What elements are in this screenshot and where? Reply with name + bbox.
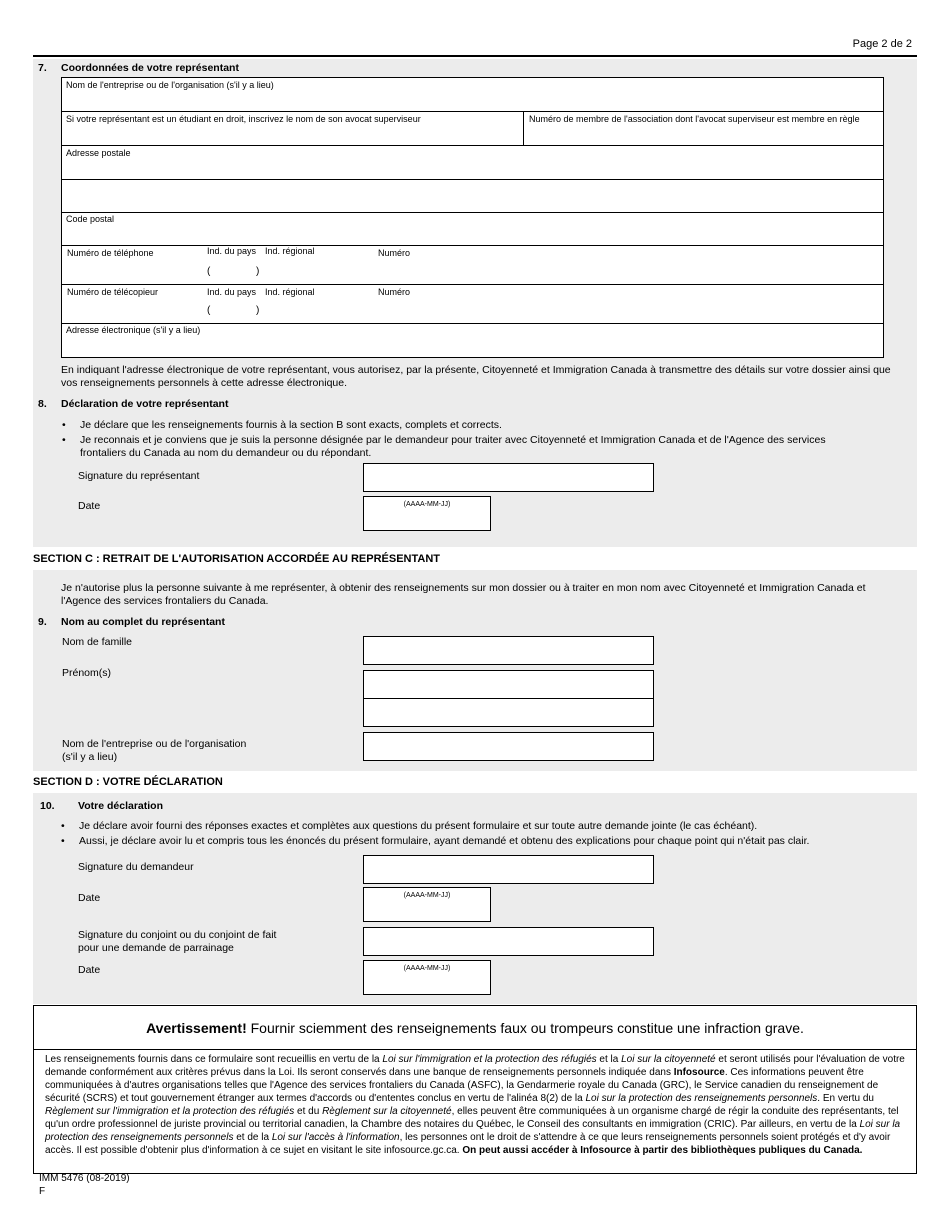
privacy-i4: Règlement sur l'immigration et la protection des réfugiés — [45, 1106, 295, 1117]
privacy-b1: Infosource — [673, 1067, 725, 1078]
privacy-p3: et seront utilisés pour l'évaluation de votre demande conformément aux critères prévus dans la Loi. Ils seront conservés dans une banque de renseignements personnels indiquée dans — [45, 1054, 905, 1078]
email-label: Adresse électronique (s'il y a lieu) — [66, 325, 201, 335]
section-d-title: SECTION D : VOTRE DÉCLARATION — [33, 776, 223, 788]
given-names-input-2[interactable] — [363, 698, 654, 727]
privacy-notice — [45, 1053, 909, 1157]
q8-bullet-1: • Je déclare que les renseignements fournis à la section B sont exacts, complets et corrects. — [80, 419, 880, 432]
fax-area-code-label: Ind. régional — [265, 287, 315, 297]
privacy-b2: On peut aussi accéder à Infosource à partir des bibliothèques publiques du Canada. — [462, 1145, 863, 1156]
phone-field[interactable] — [62, 246, 883, 285]
warning-text: Fournir sciemment des renseignements faux ou trompeurs constitue une infraction grave. — [246, 1020, 804, 1036]
phone-number-label: Numéro — [378, 248, 411, 258]
spouse-date-input[interactable] — [363, 960, 491, 995]
privacy-p9: , les personnes ont le droit de s'attendre à ce que leurs renseignements personnels soient protégés et d'y avoir accès. Il est possible d'obtenir plus d'information à ce sujet en visitant le site infosource.gc.ca. — [45, 1132, 891, 1156]
rep-signature-label: Signature du représentant — [78, 470, 200, 482]
phone-paren-open: ( — [207, 266, 211, 277]
privacy-p1: Les renseignements fournis dans ce formulaire sont recueillis en vertu de la — [45, 1054, 383, 1065]
privacy-p5: . En vertu du — [817, 1093, 874, 1104]
privacy-i2: Loi sur la citoyenneté — [621, 1054, 716, 1065]
spouse-date-label: Date — [78, 964, 101, 976]
fax-field[interactable] — [62, 285, 883, 324]
q7-form-grid — [61, 77, 884, 358]
section-c-title: SECTION C : RETRAIT DE L'AUTORISATION ACCORDÉE AU REPRÉSENTANT — [33, 553, 440, 565]
spouse-signature-input[interactable] — [363, 927, 654, 956]
postal-code-label: Code postal — [66, 214, 115, 224]
page-number: Page 2 de 2 — [852, 38, 912, 50]
fax-label: Numéro de télécopieur — [67, 287, 159, 297]
q7-number: 7. — [38, 62, 47, 74]
section-c-intro: Je n'autorise plus la personne suivante à me représenter, à obtenir des renseignements sur mon dossier ou à traiter en mon nom avec Citoyenneté et Immigration Canada et l'Agence des services frontaliers du Canada. — [61, 582, 866, 607]
applicant-date-hint: (AAAA-MM-JJ) — [403, 892, 451, 899]
privacy-p8: et de la — [233, 1132, 272, 1143]
given-names-input[interactable] — [363, 670, 654, 699]
postal-code-field[interactable] — [62, 213, 883, 246]
q10-title: Votre déclaration — [78, 800, 163, 812]
spouse-date-hint: (AAAA-MM-JJ) — [403, 965, 451, 972]
privacy-p6: et du — [294, 1106, 323, 1117]
address-line-2-field[interactable] — [62, 180, 883, 213]
family-name-input[interactable] — [363, 636, 654, 665]
privacy-p7: , elles peuvent être communiquées à un organisme chargé de régir la conduite des représentants, tel qu'un ordre professionnel de juriste provincial ou territorial canadien, la Chambre des notaires du Québec, le Conseil des consultants en immigration (CRIC). Par ailleurs, en vertu de la — [45, 1106, 899, 1130]
form-language: F — [39, 1186, 46, 1197]
warning-box — [33, 1005, 917, 1174]
rep-company-label-1: Nom de l'entreprise ou de l'organisation — [62, 738, 247, 750]
phone-area-code-label: Ind. régional — [265, 246, 315, 256]
warning-bold: Avertissement! — [146, 1020, 247, 1036]
q8-number: 8. — [38, 398, 47, 410]
fax-paren-open: ( — [207, 305, 211, 316]
member-number-label: Numéro de membre de l'association dont l'avocat superviseur est membre en règle — [529, 114, 860, 124]
rep-signature-input[interactable] — [363, 463, 654, 492]
privacy-i1: Loi sur l'immigration et la protection des réfugiés — [382, 1054, 597, 1065]
fax-paren-close: ) — [256, 305, 260, 316]
privacy-i6: Loi sur la protection des renseignements personnels — [45, 1119, 901, 1143]
applicant-signature-input[interactable] — [363, 855, 654, 884]
privacy-i3: Loi sur la protection des renseignements personnels — [585, 1093, 818, 1104]
q7-title: Coordonnées de votre représentant — [61, 62, 239, 74]
applicant-signature-label: Signature du demandeur — [78, 861, 194, 873]
rep-date-input[interactable] — [363, 496, 491, 531]
spouse-signature-label-1: Signature du conjoint ou du conjoint de fait — [78, 929, 277, 941]
fax-country-code-label: Ind. du pays — [207, 287, 257, 297]
email-field[interactable] — [62, 324, 883, 357]
fax-number-label: Numéro — [378, 287, 411, 297]
applicant-date-label: Date — [78, 892, 101, 904]
company-field[interactable] — [62, 78, 883, 112]
q10-bullet-2: • Aussi, je déclare avoir lu et compris tous les énoncés du présent formulaire, ayant demandé et obtenu des explications pour chaque point qui n'était pas clair. — [79, 835, 899, 848]
email-consent-note: En indiquant l'adresse électronique de votre représentant, vous autorisez, par la présente, Citoyenneté et Immigration Canada à transmettre des détails sur votre dossier ainsi que vos renseignements personnels à cette adresse électronique. — [61, 364, 891, 389]
privacy-p2: et la — [596, 1054, 622, 1065]
address-field[interactable] — [62, 146, 883, 180]
q9-title: Nom au complet du représentant — [61, 616, 225, 628]
member-number-field[interactable] — [524, 112, 883, 146]
supervisor-name-field[interactable] — [62, 112, 524, 146]
family-name-label: Nom de famille — [62, 636, 133, 648]
phone-paren-close: ) — [256, 266, 260, 277]
rep-company-label-2: (s'il y a lieu) — [62, 751, 118, 763]
warning-banner — [34, 1006, 916, 1050]
privacy-i5: Règlement sur la citoyenneté — [322, 1106, 452, 1117]
privacy-i7: Loi sur l'accès à l'information — [271, 1132, 400, 1143]
q10-bullet-1: • Je déclare avoir fourni des réponses exactes et complètes aux questions du présent formulaire et sur toute autre demande jointe (le cas échéant). — [79, 820, 899, 833]
company-label: Nom de l'entreprise ou de l'organisation (s'il y a lieu) — [66, 80, 274, 90]
phone-country-code-label: Ind. du pays — [207, 246, 257, 256]
address-label: Adresse postale — [66, 148, 131, 158]
q8-bullet-2: • Je reconnais et je conviens que je suis la personne désignée par le demandeur pour traiter avec Citoyenneté et Immigration Canada et de l'Agence des services frontaliers du Canada au nom du demandeur ou du répondant. — [80, 434, 870, 460]
given-names-label: Prénom(s) — [62, 667, 112, 679]
q10-number: 10. — [40, 800, 55, 812]
rep-company-input[interactable] — [363, 732, 654, 761]
header-rule — [33, 55, 917, 57]
supervisor-name-label: Si votre représentant est un étudiant en droit, inscrivez le nom de son avocat superviseur — [66, 114, 421, 124]
rep-date-label: Date — [78, 500, 101, 512]
spouse-signature-label-2: pour une demande de parrainage — [78, 942, 234, 954]
q9-number: 9. — [38, 616, 47, 628]
privacy-p4: . Ces informations peuvent être communiquées à d'autres organisations telles que l'Agence des services frontaliers du Canada (ASFC), la Gendarmerie royale du Canada (GRC), le Service canadien du renseignement de sécurité (SCRS) et tout gouvernement étranger aux termes d'accords ou d'ententes conclus en vertu de l'alinéa 8(2) de la — [45, 1067, 879, 1104]
q8-title: Déclaration de votre représentant — [61, 398, 229, 410]
form-number: IMM 5476 (08-2019) — [39, 1173, 130, 1184]
applicant-date-input[interactable] — [363, 887, 491, 922]
phone-label: Numéro de téléphone — [67, 248, 154, 258]
rep-date-hint: (AAAA-MM-JJ) — [403, 501, 451, 508]
